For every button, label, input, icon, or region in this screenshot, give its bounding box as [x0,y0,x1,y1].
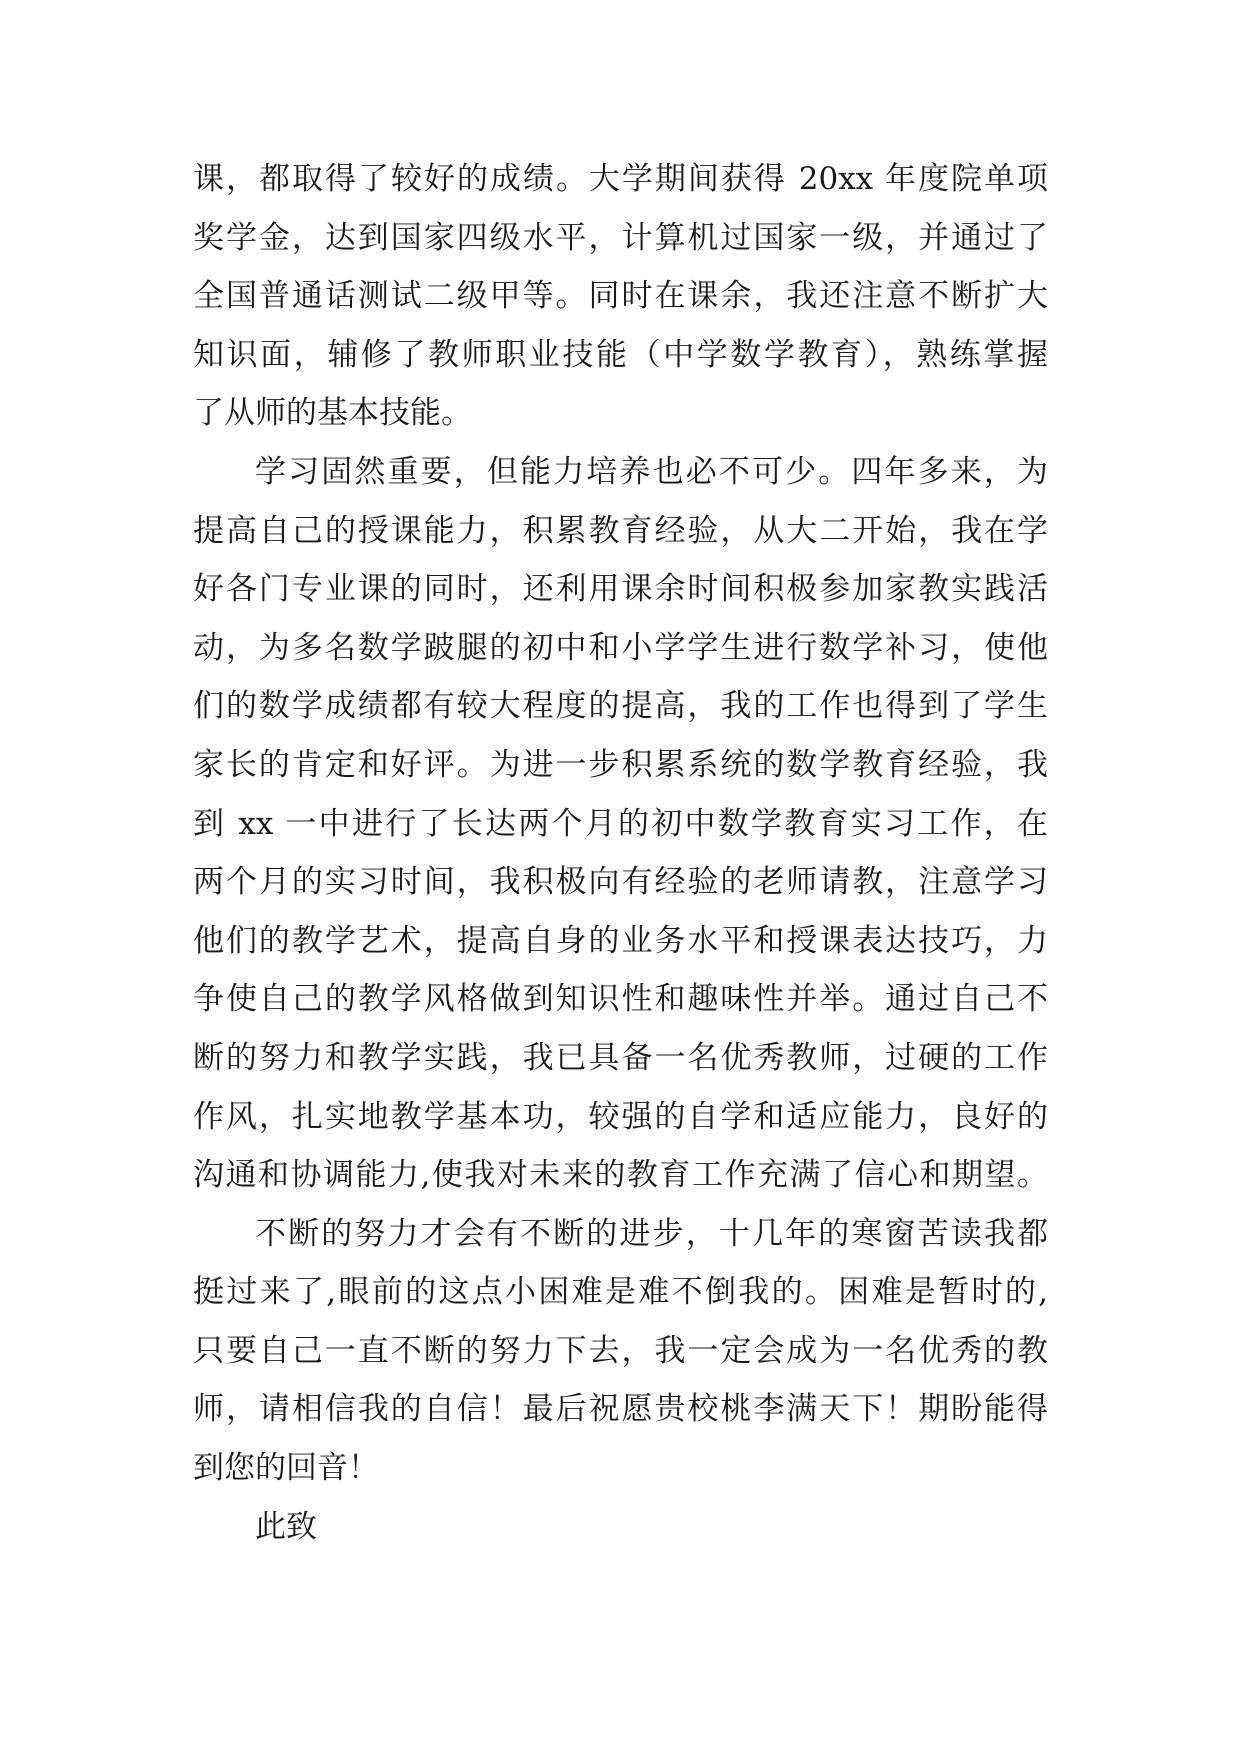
text-line: 不断的努力才会有不断的进步，十几年的寒窗苦读我都 [255,1215,1048,1252]
text-line: 挺过来了,眼前的这点小困难是难不倒我的。困难是暂时的, [193,1274,1048,1311]
text-line: 好各门专业课的同时，还利用课余时间积极参加家教实践活 [193,571,1048,608]
paragraph-2 [193,443,1048,1205]
text-line: 们的数学成绩都有较大程度的提高，我的工作也得到了学生 [193,688,1048,725]
text-line: 师，请相信我的自信！最后祝愿贵校桃李满天下！期盼能得 [193,1391,1048,1428]
text-line: 断的努力和教学实践，我已具备一名优秀教师，过硬的工作 [193,1039,1048,1076]
text-line: 提高自己的授课能力，积累教育经验，从大二开始，我在学 [193,512,1048,549]
paragraph-1 [193,150,1048,443]
paragraph-3 [193,1205,1048,1498]
text-line: 两个月的实习时间，我积极向有经验的老师请教，注意学习 [193,864,1048,901]
text-line: 奖学金，达到国家四级水平，计算机过国家一级，并通过了 [193,219,1048,256]
text-line: 课，都取得了较好的成绩。大学期间获得 20xx 年度院单项 [193,161,1048,197]
text-line: 沟通和协调能力,使我对未来的教育工作充满了信心和期望。 [193,1157,1048,1194]
document-body [193,150,1048,1556]
text-line: 学习固然重要，但能力培养也必不可少。四年多来，为 [255,453,1048,490]
text-line: 动，为多名数学跛腿的初中和小学学生进行数学补习，使他 [193,629,1048,666]
text-line: 争使自己的教学风格做到知识性和趣味性并举。通过自己不 [193,981,1048,1018]
text-line: 到 xx 一中进行了长达两个月的初中数学教育实习工作，在 [193,805,1048,842]
text-line: 家长的肯定和好评。为进一步积累系统的数学教育经验，我 [193,746,1048,783]
text-line: 此致 [255,1508,317,1545]
text-line: 了从师的基本技能。 [193,395,472,432]
text-line: 到您的回音！ [193,1450,379,1487]
text-line: 只要自己一直不断的努力下去，我一定会成为一名优秀的教 [193,1332,1048,1369]
text-line: 知识面，辅修了教师职业技能（中学数学教育），熟练掌握 [193,336,1048,373]
text-line: 全国普通话测试二级甲等。同时在课余，我还注意不断扩大 [193,278,1048,315]
text-line: 作风，扎实地教学基本功，较强的自学和适应能力，良好的 [193,1098,1048,1135]
closing-salutation [193,1498,1048,1557]
text-line: 他们的教学艺术，提高自身的业务水平和授课表达技巧，力 [193,922,1048,959]
